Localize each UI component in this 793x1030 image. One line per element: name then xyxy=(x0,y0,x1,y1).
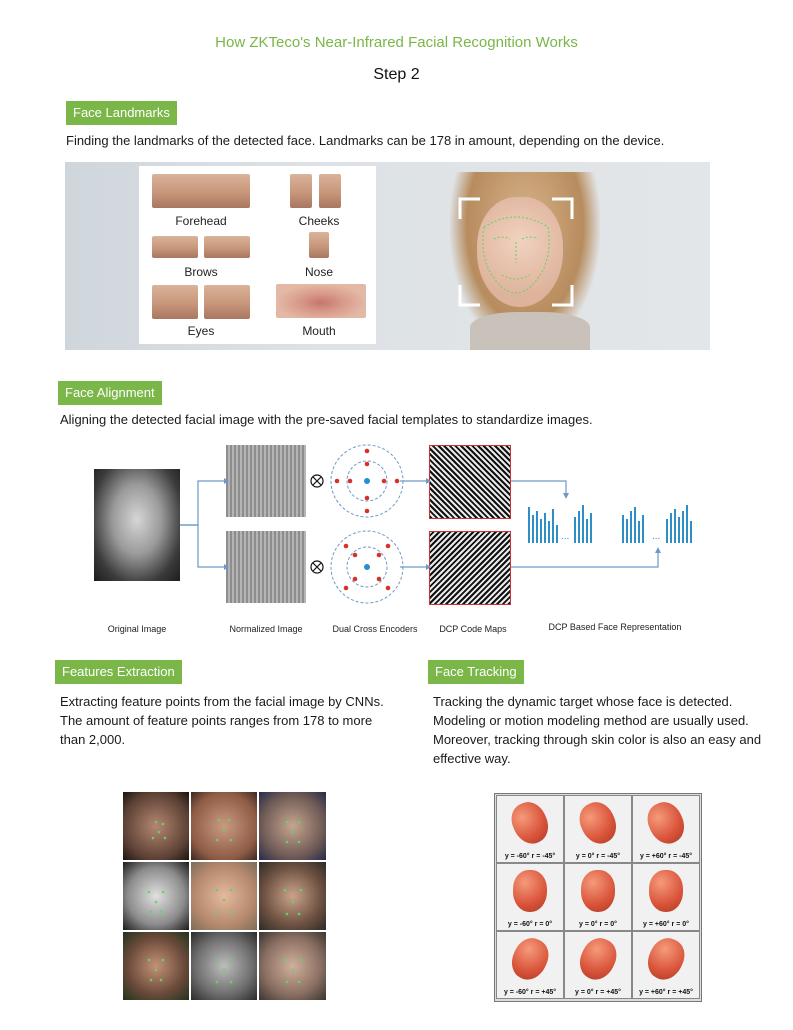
mouth-label: Mouth xyxy=(302,324,336,338)
pose-cell-6 xyxy=(632,863,700,931)
face-landmarks-tag: Face Landmarks xyxy=(66,101,177,125)
head-icon xyxy=(574,797,623,849)
face-alignment-tag: Face Alignment xyxy=(58,381,162,405)
pose-caption: y = -60° r = 0° xyxy=(507,921,553,928)
head-pose-grid xyxy=(494,793,702,1002)
head-icon xyxy=(642,933,691,985)
pose-caption: y = 0° r = +45° xyxy=(575,989,621,996)
pose-caption: y = 0° r = -45° xyxy=(575,853,621,860)
shoulders-shape xyxy=(470,312,590,350)
pose-cell-4 xyxy=(496,863,564,931)
face-tracking-tag: Face Tracking xyxy=(428,660,524,684)
pose-cell-9 xyxy=(632,931,700,999)
alignment-diagram xyxy=(88,435,702,613)
brows-label: Brows xyxy=(184,265,218,279)
head-icon xyxy=(506,797,555,849)
cheeks-label: Cheeks xyxy=(298,214,340,228)
eye-left-crop xyxy=(152,285,198,319)
pose-caption: y = -60° r = -45° xyxy=(504,853,556,860)
brow-left-crop xyxy=(152,236,198,258)
brow-right-crop xyxy=(204,236,250,258)
stage-code-maps-label: DCP Code Maps xyxy=(439,624,507,634)
features-extraction-text: Extracting feature points from the facial image by CNNs. The amount of feature points ranges from 178 to more than 2,000. xyxy=(60,694,384,747)
head-icon xyxy=(574,933,623,985)
ellipsis-2: ... xyxy=(652,531,661,542)
pose-caption: y = +60° r = 0° xyxy=(643,921,689,928)
eye-right-crop xyxy=(204,285,250,319)
page-title: How ZKTeco's Near-Infrared Facial Recognition Works xyxy=(215,34,578,51)
detection-frame-icon xyxy=(458,197,574,307)
head-icon xyxy=(649,870,683,912)
features-extraction-tag: Features Extraction xyxy=(55,660,182,684)
head-icon xyxy=(506,933,555,985)
cheek-left-crop xyxy=(290,174,312,208)
head-icon xyxy=(642,797,691,849)
nose-crop xyxy=(309,232,329,258)
head-icon xyxy=(513,870,547,912)
pose-caption: y = +60° r = +45° xyxy=(639,989,693,996)
alignment-connectors xyxy=(88,435,702,613)
pose-cell-8 xyxy=(564,931,632,999)
pose-cell-7 xyxy=(496,931,564,999)
pose-caption: y = +60° r = -45° xyxy=(639,853,693,860)
pose-cell-1 xyxy=(496,795,564,863)
nose-label: Nose xyxy=(304,265,333,279)
pose-cell-2 xyxy=(564,795,632,863)
feature-faces-grid xyxy=(123,792,326,1000)
mouth-crop xyxy=(276,284,366,318)
face-alignment-text: Aligning the detected facial image with the pre-saved facial templates to standardize images. xyxy=(60,412,593,427)
stage-representation-label: DCP Based Face Representation xyxy=(548,622,682,632)
stage-encoders-label: Dual Cross Encoders xyxy=(332,624,418,634)
pose-cell-3 xyxy=(632,795,700,863)
feature-points-overlay xyxy=(123,792,326,1000)
face-tracking-text: Tracking the dynamic target whose face is detected. Modeling or motion modeling method are usually used. Moreover, tracking through skin color is also an easy and effective way. xyxy=(433,694,762,766)
pose-cell-5 xyxy=(564,863,632,931)
forehead-crop xyxy=(152,174,250,208)
ellipsis-1: ... xyxy=(561,531,570,542)
stage-normalized-label: Normalized Image xyxy=(229,624,303,634)
pose-caption: y = -60° r = +45° xyxy=(503,989,557,996)
step-label: Step 2 xyxy=(373,66,420,83)
eyes-label: Eyes xyxy=(187,324,215,338)
forehead-label: Forehead xyxy=(175,214,227,228)
head-icon xyxy=(581,870,615,912)
cheek-right-crop xyxy=(319,174,341,208)
landmark-crops-panel xyxy=(139,166,376,344)
pose-caption: y = 0° r = 0° xyxy=(579,921,617,928)
face-landmarks-text: Finding the landmarks of the detected face. Landmarks can be 178 in amount, depending on the device. xyxy=(66,133,665,148)
stage-original-label: Original Image xyxy=(107,624,167,634)
